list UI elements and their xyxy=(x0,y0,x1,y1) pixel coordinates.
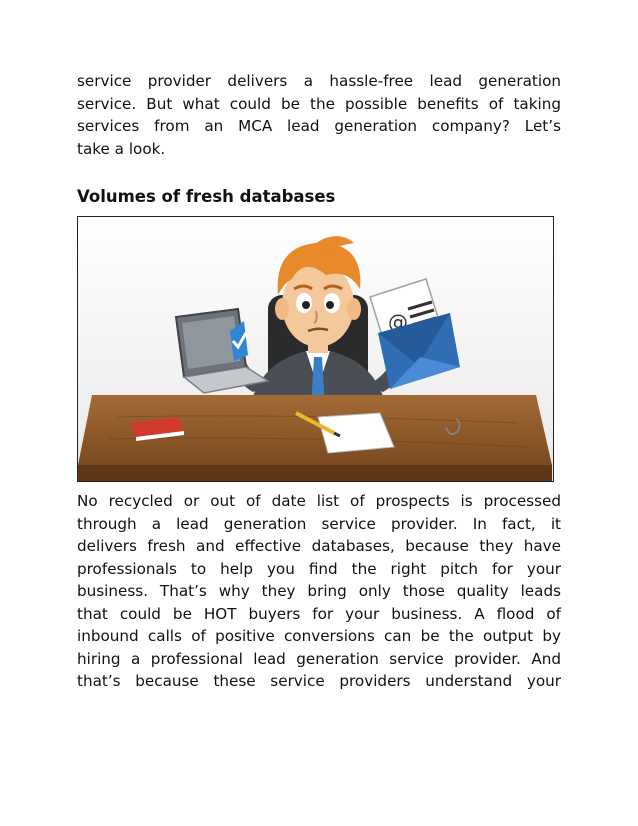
text-line: No recycled or out of date list of prospects is processed xyxy=(77,492,561,510)
text-line: services from an MCA lead generation company? Let’s xyxy=(77,117,561,135)
text-line: inbound calls of positive conversions can be the output by xyxy=(77,627,561,645)
text-line: professionals to help you find the right pitch for your xyxy=(77,559,561,578)
text-line: delivers fresh and effective databases, because they have xyxy=(77,537,561,555)
text-line: hiring a professional lead generation service provider. And xyxy=(77,649,561,668)
businessman-desk-illustration xyxy=(78,217,553,481)
text-line: that’s because these service providers understand your xyxy=(77,672,561,690)
body-paragraph xyxy=(77,490,561,693)
text-line: service provider delivers a hassle-free lead generation xyxy=(77,72,561,90)
text-line: that could be HOT buyers for your business. A flood of xyxy=(77,604,561,623)
text-line: take a look. xyxy=(77,139,166,158)
text-line: business. That’s why they bring only those quality leads xyxy=(77,582,561,600)
text-line: through a lead generation service provider. In fact, it xyxy=(77,514,561,533)
at-symbol: @ xyxy=(388,310,408,334)
illustration-figure xyxy=(77,216,554,482)
desk xyxy=(78,395,552,481)
intro-paragraph xyxy=(77,70,561,160)
section-heading: Volumes of fresh databases xyxy=(77,187,336,206)
text-line: service. But what could be the possible benefits of taking xyxy=(77,94,561,113)
